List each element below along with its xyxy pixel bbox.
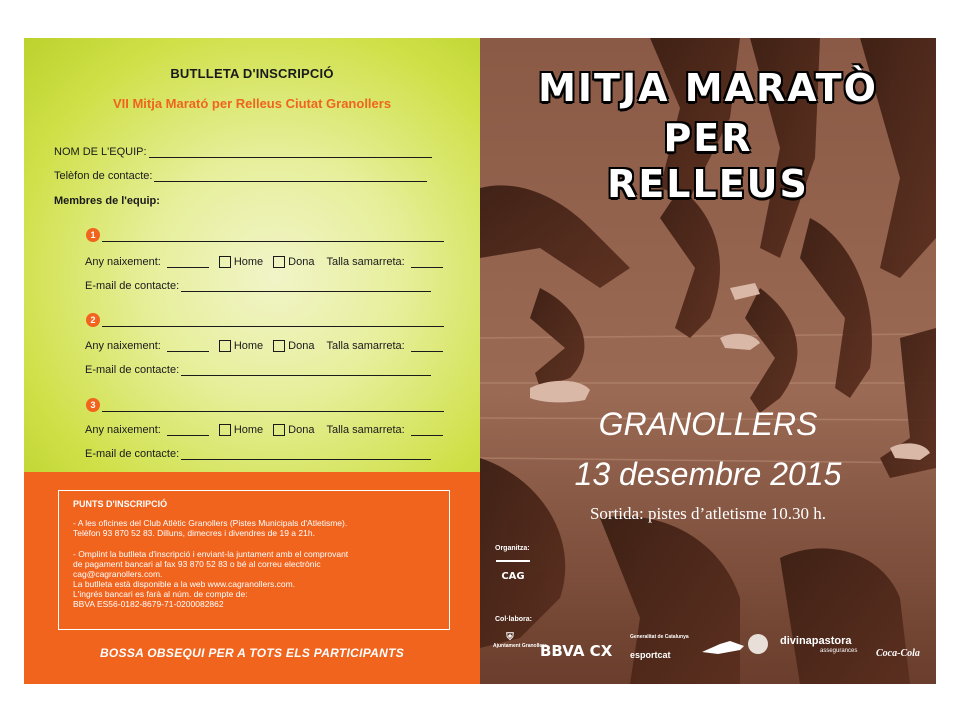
member-3-shirt-field[interactable] (411, 425, 443, 436)
member-number-badge: 3 (86, 398, 100, 412)
team-name-field[interactable] (149, 147, 432, 158)
info-line: La butlleta està disponible a la web www.cagranollers.com. (73, 579, 296, 589)
team-name-label: NOM DE L'EQUIP: (54, 146, 147, 158)
member-3-name-field[interactable] (102, 401, 444, 412)
shield-icon: ⛨ (506, 632, 514, 643)
member-1-name-field[interactable] (102, 231, 444, 242)
members-heading: Membres de l'equip: (54, 195, 160, 207)
bbva-logo: BBVA CX (540, 642, 613, 660)
event-start: Sortida: pistes d’atletisme 10.30 h. (589, 504, 827, 523)
member-2-birth-field[interactable] (167, 341, 209, 352)
generalitat-logo: Generalitat de Catalunya (630, 634, 689, 640)
member-1-email-field[interactable] (181, 281, 431, 292)
esportcat-logo: esportcat (630, 650, 671, 660)
member-number-badge: 2 (86, 313, 100, 327)
member-1-female-checkbox[interactable] (273, 256, 285, 268)
ajuntament-logo: ⛨ Ajuntament Granollers (493, 632, 547, 649)
info-line: cag@cagranollers.com. (73, 569, 163, 579)
form-area (24, 38, 480, 472)
running-shoe-icon (700, 638, 746, 656)
form-subtitle: VII Mitja Marató per Relleus Ciutat Granollers (112, 96, 392, 111)
phone-label: Telèfon de contacte: (54, 170, 153, 182)
member-1-birth-field[interactable] (167, 257, 209, 268)
member-1-shirt-field[interactable] (411, 257, 443, 268)
info-line: BBVA ES56-0182-8679-71-0200082862 (73, 599, 224, 609)
member-3-male-checkbox[interactable] (219, 424, 231, 436)
member-2-name-field[interactable] (102, 316, 444, 327)
form-title: BUTLLETA D'INSCRIPCIÓ (170, 66, 334, 81)
info-line: de pagament bancari al fax 93 870 52 83 o bé al correu electrònic (73, 559, 321, 569)
event-date: 13 desembre 2015 (574, 456, 842, 492)
anniversary-badge-icon (748, 634, 768, 654)
registration-points-box (58, 490, 450, 630)
collaborators-label: Col·labora: (495, 616, 532, 623)
member-number-badge: 1 (86, 228, 100, 242)
divinapastora-subtitle: assegurances (820, 648, 858, 654)
member-2-details-row: Any naixement: Home Dona Talla samarreta: (85, 340, 443, 352)
info-line: Telèfon 93 870 52 83. Dilluns, dimecres i divendres de 19 a 21h. (73, 528, 315, 538)
team-name-row (54, 146, 432, 158)
member-2-shirt-field[interactable] (411, 341, 443, 352)
info-area (24, 472, 480, 684)
poster-title-line: PER (663, 116, 753, 160)
member-3-name-row (86, 398, 444, 412)
member-1-email-row: E-mail de contacte: (85, 280, 431, 292)
member-2-email-field[interactable] (181, 365, 431, 376)
member-1-name-row (86, 228, 444, 242)
member-2-male-checkbox[interactable] (219, 340, 231, 352)
cocacola-logo: Coca-Cola (876, 648, 920, 659)
poster-panel (480, 38, 936, 684)
info-line: - Omplint la butlleta d'inscripció i enviant-la juntament amb el comprovant (73, 549, 349, 559)
member-3-female-checkbox[interactable] (273, 424, 285, 436)
member-3-birth-field[interactable] (167, 425, 209, 436)
poster-title-line: MITJA MARATÒ (538, 66, 878, 110)
organizer-label: Organitza: (495, 545, 530, 552)
member-3-email-row: E-mail de contacte: (85, 448, 431, 460)
event-city: GRANOLLERS (598, 406, 818, 442)
cag-logo: CAG (496, 560, 530, 592)
gift-bag-banner: BOSSA OBSEQUI PER A TOTS ELS PARTICIPANTS (99, 646, 405, 660)
member-3-details-row: Any naixement: Home Dona Talla samarreta: (85, 424, 443, 436)
phone-row (54, 170, 427, 182)
info-title: PUNTS D'INSCRIPCIÓ (73, 499, 168, 509)
member-1-male-checkbox[interactable] (219, 256, 231, 268)
info-line: - A les oficines del Club Atlètic Granollers (Pistes Municipals d'Atletisme). (73, 518, 348, 528)
member-2-female-checkbox[interactable] (273, 340, 285, 352)
poster-title-line: RELLEUS (607, 162, 809, 206)
divinapastora-logo: divinapastora (780, 635, 852, 647)
brochure-sheet (24, 38, 936, 684)
phone-field[interactable] (154, 171, 427, 182)
info-line: L'ingrés bancari es farà al núm. de compte de: (73, 589, 248, 599)
registration-panel (24, 38, 480, 684)
member-1-details-row: Any naixement: Home Dona Talla samarreta: (85, 256, 443, 268)
member-3-email-field[interactable] (181, 449, 431, 460)
member-2-email-row: E-mail de contacte: (85, 364, 431, 376)
member-2-name-row (86, 313, 444, 327)
